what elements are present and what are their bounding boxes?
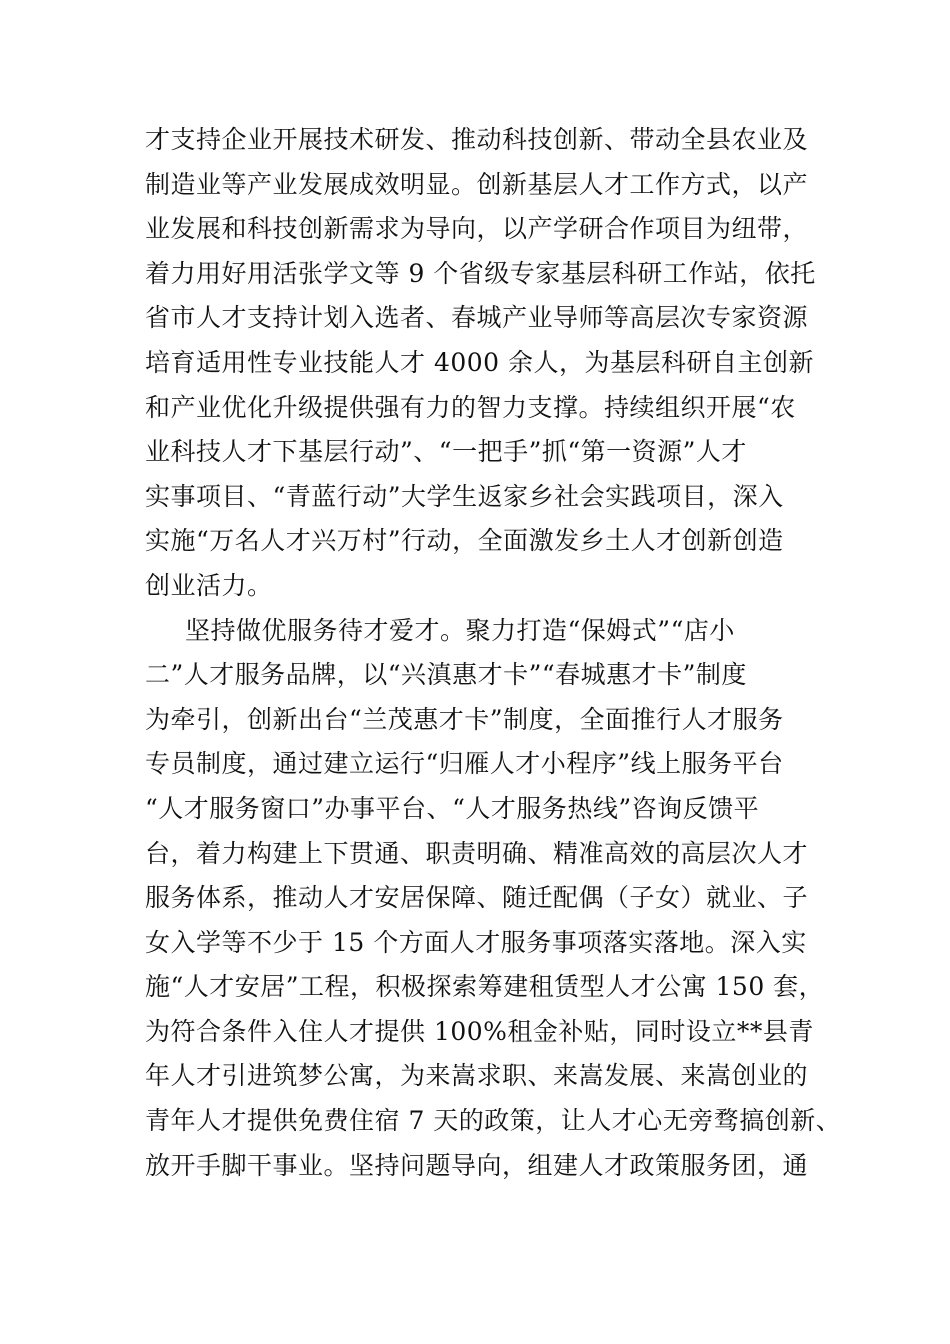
text-line: 业科技人才下基层行动”、“一把手”抓“第一资源”人才	[145, 437, 747, 467]
text-line: 服务体系，推动人才安居保障、随迁配偶（子女）就业、子	[145, 883, 809, 913]
document-body	[145, 118, 842, 1188]
text-line: 施“人才安居”工程，积极探索筹建租赁型人才公寓 150 套，	[145, 972, 825, 1002]
text-line: 女入学等不少于 15 个方面人才服务事项落实落地。深入实	[145, 927, 807, 957]
text-line: 省市人才支持计划入选者、春城产业导师等高层次专家资源	[145, 303, 809, 333]
text-line: 实施“万名人才兴万村”行动，全面激发乡土人才创新创造	[145, 526, 784, 556]
text-line: 业发展和科技创新需求为导向，以产学研合作项目为纽带，	[145, 214, 809, 244]
paragraph	[145, 609, 842, 1189]
text-line: 着力用好用活张学文等 9 个省级专家基层科研工作站，依托	[145, 258, 816, 288]
text-line: 培育适用性专业技能人才 4000 余人，为基层科研自主创新	[145, 347, 815, 377]
text-line: “人才服务窗口”办事平台、“人才服务热线”咨询反馈平	[145, 793, 760, 823]
text-line: 和产业优化升级提供强有力的智力支撑。持续组织开展“农	[145, 392, 796, 422]
text-line: 为牵引，创新出台“兰茂惠才卡”制度，全面推行人才服务	[145, 704, 784, 734]
paragraph	[145, 118, 825, 609]
text-line: 制造业等产业发展成效明显。创新基层人才工作方式，以产	[145, 169, 809, 199]
text-line: 为符合条件入住人才提供 100%租金补贴，同时设立**县青	[145, 1016, 814, 1046]
text-line: 青年人才提供免费住宿 7 天的政策，让人才心无旁骛搞创新、	[145, 1106, 842, 1136]
text-line: 专员制度，通过建立运行“归雁人才小程序”线上服务平台	[145, 749, 784, 779]
text-line: 年人才引进筑梦公寓，为来嵩求职、来嵩发展、来嵩创业的	[145, 1061, 809, 1091]
text-line: 实事项目、“青蓝行动”大学生返家乡社会实践项目，深入	[145, 481, 784, 511]
text-line: 才支持企业开展技术研发、推动科技创新、带动全县农业及	[145, 125, 809, 154]
text-line: 坚持做优服务待才爱才。聚力打造“保姆式”“店小	[185, 615, 735, 645]
text-line: 创业活力。	[145, 570, 273, 600]
text-line: 二”人才服务品牌，以“兴滇惠才卡”“春城惠才卡”制度	[145, 660, 747, 690]
text-line: 放开手脚干事业。坚持问题导向，组建人才政策服务团，通	[145, 1150, 809, 1180]
text-line: 台，着力构建上下贯通、职责明确、精准高效的高层次人才	[145, 838, 809, 868]
